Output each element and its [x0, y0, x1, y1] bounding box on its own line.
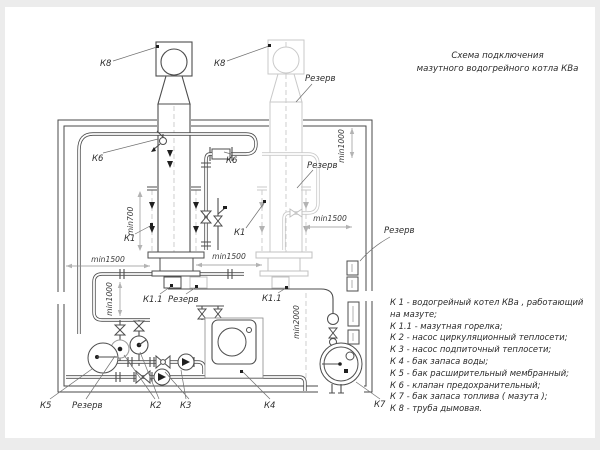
label-k8-left: К8: [100, 59, 112, 69]
legend-line: К 7 - бак запаса топлива ( мазута );: [390, 391, 548, 402]
label-reserve-pump: Резерв: [72, 401, 103, 411]
reserve-burner-left: [190, 277, 207, 288]
label-k11-left: К1.1: [143, 295, 163, 305]
title-line-2: мазутного водогрейного котла КВа: [416, 64, 579, 74]
dim-min2000: min2000: [292, 305, 301, 339]
legend-line: К 1.1 - мазутная горелка;: [390, 320, 503, 331]
label-k8-right: К8: [214, 59, 226, 69]
dim-min1000-left: min1000: [105, 282, 114, 316]
label-k6-left: К6: [92, 154, 104, 164]
legend-line: К 1 - водогрейный котел КВа , работающий: [390, 297, 584, 307]
label-k5: К5: [40, 401, 52, 411]
legend-line: К 3 - насос подпиточный теплосети;: [390, 344, 552, 355]
legend-line: К 6 - клапан предохранительный;: [390, 379, 541, 390]
legend-line: К 4 - бак запаса воды;: [390, 355, 489, 366]
wall-label-plates: [347, 261, 359, 344]
label-reserve-burner: Резерв: [168, 295, 199, 305]
dim-min1500-left: min1500: [91, 255, 125, 264]
dim-min700: min700: [126, 206, 135, 236]
dim-min1500-center: min1500: [212, 252, 246, 261]
label-k3: К3: [180, 401, 192, 411]
dim-min1000-top: min1000: [337, 129, 346, 163]
label-k2: К2: [150, 401, 162, 411]
label-reserve-right: Резерв: [384, 226, 415, 236]
label-k7: К7: [374, 400, 386, 410]
label-reserve-chimney: Резерв: [305, 74, 336, 84]
legend: [390, 297, 598, 415]
label-k1-right: К1: [234, 228, 246, 238]
boiler-k1: [147, 150, 204, 288]
legend-line: на мазуте;: [390, 308, 437, 319]
label-k4: К4: [264, 401, 276, 411]
dim-min1500-right: min1500: [313, 214, 347, 223]
legend-line: К 5 - бак расширительный мембранный;: [390, 367, 569, 378]
label-k6-right: К6: [226, 156, 238, 166]
label-k1-left: К1: [124, 234, 136, 244]
legend-line: К 8 - труба дымовая.: [390, 403, 483, 414]
title-line-1: Схема подключения: [451, 51, 544, 61]
label-reserve-pipe: Резерв: [307, 161, 338, 171]
water-tank-k4: [205, 318, 263, 378]
label-k11-right: К1.1: [262, 294, 282, 304]
drawing-title: [395, 50, 600, 76]
legend-line: К 2 - насос циркуляционный теплосети;: [390, 332, 568, 343]
